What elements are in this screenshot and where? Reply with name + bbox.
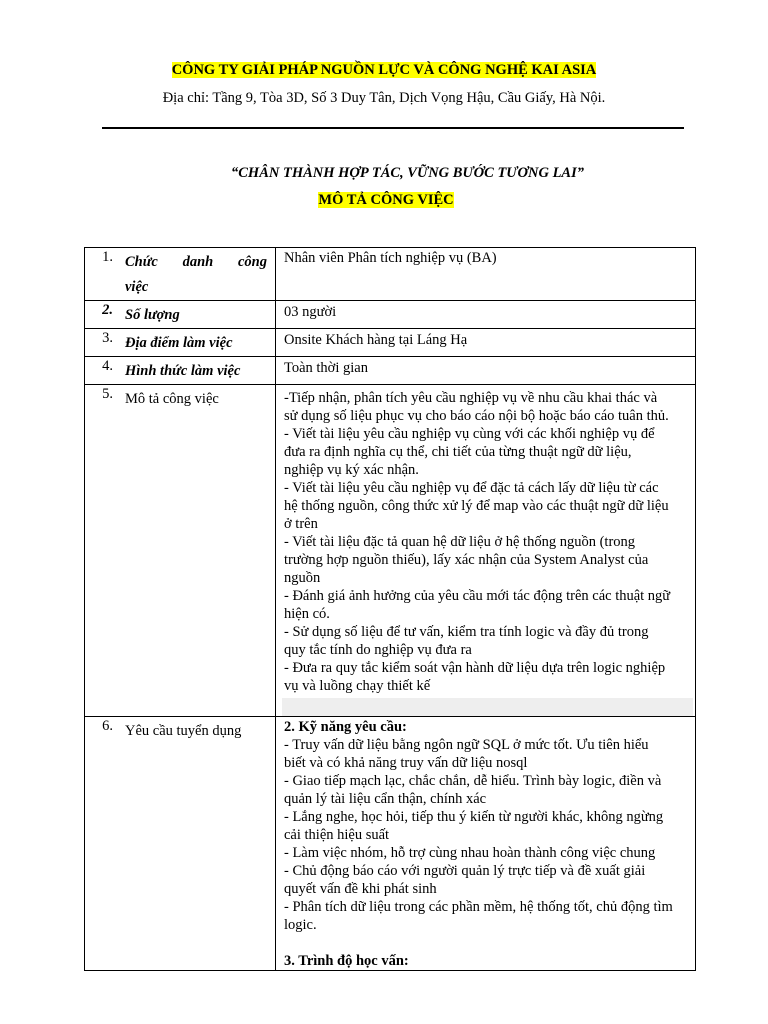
requirement-line: quyết vấn đề khi phát sinh bbox=[284, 881, 437, 897]
description-line: hiện có. bbox=[284, 606, 330, 622]
company-name: CÔNG TY GIẢI PHÁP NGUỒN LỰC VÀ CÔNG NGHỆ KAI ASIA bbox=[171, 62, 597, 78]
shaded-bar bbox=[282, 698, 693, 716]
row-number: 4. bbox=[102, 358, 113, 374]
row-label: Mô tả công việc bbox=[125, 391, 219, 407]
row-label: Yêu cầu tuyển dụng bbox=[125, 723, 242, 739]
row-value: Nhân viên Phân tích nghiệp vụ (BA) bbox=[276, 248, 696, 301]
education-heading: 3. Trình độ học vấn: bbox=[284, 953, 409, 969]
table-row-job-title bbox=[85, 248, 696, 301]
slogan: “CHÂN THÀNH HỢP TÁC, VỮNG BƯỚC TƯƠNG LAI” bbox=[231, 165, 584, 181]
description-line: đưa ra định nghĩa cụ thể, chi tiết của từng thuật ngữ dữ liệu, bbox=[284, 444, 632, 460]
row-value: 03 người bbox=[276, 301, 696, 329]
row-number: 3. bbox=[102, 330, 113, 346]
document-title: MÔ TẢ CÔNG VIỆC bbox=[318, 192, 454, 208]
requirement-line: biết và có khả năng truy vấn dữ liệu nosql bbox=[284, 755, 528, 771]
description-line: nguồn bbox=[284, 570, 321, 586]
description-line: - Viết tài liệu yêu cầu nghiệp vụ cùng với các khối nghiệp vụ để bbox=[284, 426, 655, 442]
description-line: -Tiếp nhận, phân tích yêu cầu nghiệp vụ về nhu cầu khai thác và bbox=[284, 390, 658, 406]
row-label: Chức danh công bbox=[125, 254, 267, 270]
row-label-cont: việc bbox=[125, 279, 149, 295]
row-label: Số lượng bbox=[125, 307, 180, 323]
row-label: Hình thức làm việc bbox=[125, 363, 241, 379]
description-line: - Sử dụng số liệu để tư vấn, kiểm tra tính logic và đầy đủ trong bbox=[284, 624, 649, 640]
requirement-line: - Làm việc nhóm, hỗ trợ cùng nhau hoàn thành công việc chung bbox=[284, 845, 656, 861]
description-line: quy tắc tính do nghiệp vụ đưa ra bbox=[284, 642, 472, 658]
requirement-line: cải thiện hiệu suất bbox=[284, 827, 390, 843]
job-description-table bbox=[84, 247, 696, 971]
row-value: Toàn thời gian bbox=[276, 357, 696, 385]
row-number: 1. bbox=[102, 249, 113, 265]
description-line: hệ thống nguồn, công thức xử lý để map vào các thuật ngữ dữ liệu bbox=[284, 498, 669, 514]
description-line: - Viết tài liệu yêu cầu nghiệp vụ để đặc tả cách lấy dữ liệu từ các bbox=[284, 480, 659, 496]
description-line: - Viết tài liệu đặc tả quan hệ dữ liệu ở hệ thống nguồn (trong bbox=[284, 534, 636, 550]
header-divider bbox=[102, 127, 684, 129]
table-row-requirements bbox=[85, 717, 696, 971]
company-address: Địa chỉ: Tầng 9, Tòa 3D, Số 3 Duy Tân, Dịch Vọng Hậu, Cầu Giấy, Hà Nội. bbox=[162, 90, 606, 106]
row-value bbox=[276, 717, 696, 971]
table-row-quantity bbox=[85, 301, 696, 329]
requirement-line: - Lắng nghe, học hỏi, tiếp thu ý kiến từ người khác, không ngừng bbox=[284, 809, 664, 825]
description-line: nghiệp vụ ký xác nhận. bbox=[284, 462, 419, 478]
description-line: ở trên bbox=[284, 516, 318, 532]
row-label: Địa điểm làm việc bbox=[125, 335, 233, 351]
requirement-line: quản lý tài liệu cẩn thận, chính xác bbox=[284, 791, 487, 807]
description-line: - Đánh giá ảnh hưởng của yêu cầu mới tác động trên các thuật ngữ bbox=[284, 588, 671, 604]
requirement-line: - Phân tích dữ liệu trong các phần mềm, hệ thống tốt, chủ động tìm bbox=[284, 899, 673, 915]
requirement-line: - Giao tiếp mạch lạc, chắc chắn, dễ hiểu. Trình bày logic, điền và bbox=[284, 773, 662, 789]
requirement-line: logic. bbox=[284, 917, 317, 933]
row-number: 5. bbox=[102, 386, 113, 402]
requirement-line: - Chủ động báo cáo với người quản lý trực tiếp và đề xuất giải bbox=[284, 863, 646, 879]
description-line: sử dụng số liệu phục vụ cho báo cáo nội bộ hoặc báo cáo tuân thủ. bbox=[284, 408, 669, 424]
row-number: 2. bbox=[102, 302, 113, 318]
skills-heading: 2. Kỹ năng yêu cầu: bbox=[284, 719, 407, 735]
table-row-work-type bbox=[85, 357, 696, 385]
row-value bbox=[276, 385, 696, 717]
row-value: Onsite Khách hàng tại Láng Hạ bbox=[276, 329, 696, 357]
table-row-location bbox=[85, 329, 696, 357]
description-line: trường hợp nguồn thiếu), lấy xác nhận của System Analyst của bbox=[284, 552, 649, 568]
table-row-job-description bbox=[85, 385, 696, 717]
row-number: 6. bbox=[102, 718, 113, 734]
requirement-line: - Truy vấn dữ liệu bằng ngôn ngữ SQL ở mức tốt. Ưu tiên hiểu bbox=[284, 737, 649, 753]
description-line: - Đưa ra quy tắc kiểm soát vận hành dữ liệu dựa trên logic nghiệp bbox=[284, 660, 666, 676]
description-line: vụ và luồng chạy thiết kế bbox=[284, 678, 431, 694]
